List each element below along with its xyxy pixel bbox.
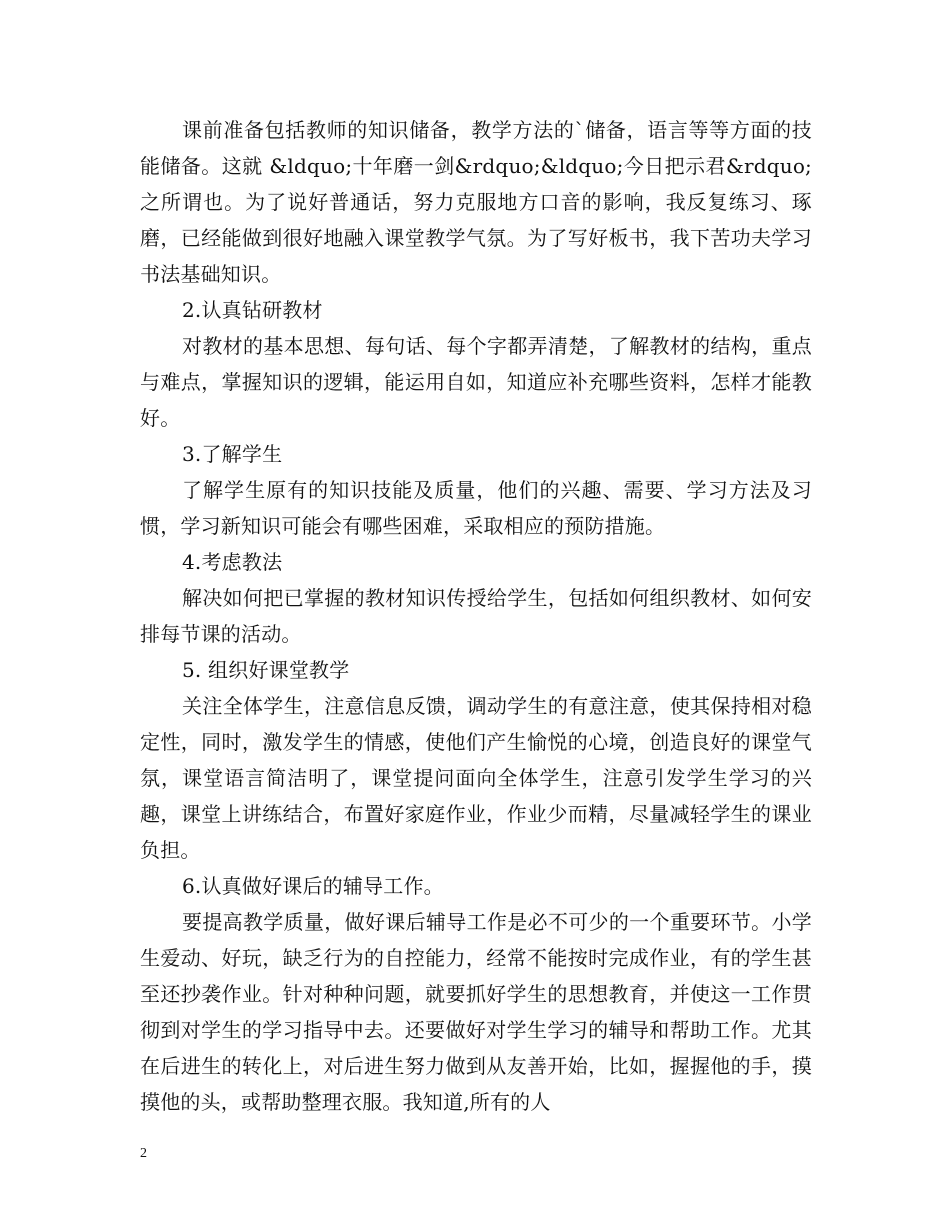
heading-after-class-tutoring: 6.认真做好课后的辅导工作。 — [182, 874, 444, 898]
paragraph-classroom-organization: 关注全体学生，注意信息反馈，调动学生的有意注意，使其保持相对稳定性，同时，激发学生的情感，使他们产生愉悦的心境，创造良好的课堂气氛，课堂语言简洁明了，课堂提问面向全体学生，注意引发学生学习的兴趣，课堂上讲练结合，布置好家庭作业，作业少而精，尽量减轻学生的课业负担。 — [140, 694, 812, 862]
heading-understand-students: 3.了解学生 — [182, 442, 283, 466]
paragraph-after-class-tutoring: 要提高教学质量，做好课后辅导工作是必不可少的一个重要环节。小学生爱动、好玩，缺乏行为的自控能力，经常不能按时完成作业，有的学生甚至还抄袭作业。针对种种问题，就要抓好学生的思想教育，并使这一工作贯彻到对学生的学习指导中去。还要做好对学生学习的辅导和帮助工作。尤其在后进生的转化上，对后进生努力做到从友善开始，比如，握握他的手，摸摸他的头，或帮助整理衣服。我知道,所有的人 — [140, 910, 812, 1114]
heading-teaching-methods: 4.考虑教法 — [182, 550, 283, 574]
heading-classroom-organization: 5. 组织好课堂教学 — [182, 658, 350, 682]
paragraph-teaching-methods: 解决如何把已掌握的教材知识传授给学生，包括如何组织教材、如何安排每节课的活动。 — [140, 586, 812, 646]
paragraph-understand-students: 了解学生原有的知识技能及质量，他们的兴趣、需要、学习方法及习惯，学习新知识可能会有哪些困难，采取相应的预防措施。 — [140, 478, 812, 538]
document-body — [140, 112, 812, 1120]
page-number: 2 — [140, 1146, 147, 1161]
paragraph-study-textbook: 对教材的基本思想、每句话、每个字都弄清楚，了解教材的结构，重点与难点，掌握知识的逻辑，能运用自如，知道应补充哪些资料，怎样才能教好。 — [140, 334, 812, 430]
heading-study-textbook: 2.认真钻研教材 — [182, 298, 323, 322]
paragraph-lesson-preparation: 课前准备包括教师的知识储备，教学方法的`储备，语言等等方面的技能储备。这就 &ldquo;十年磨一剑&rdquo;&ldquo;今日把示君&rdquo;之所谓也。为了说好普通话，努力克服地方口音的影响，我反复练习、琢磨，已经能做到很好地融入课堂教学气氛。为了写好板书，我下苦功夫学习书法基础知识。 — [140, 118, 812, 286]
